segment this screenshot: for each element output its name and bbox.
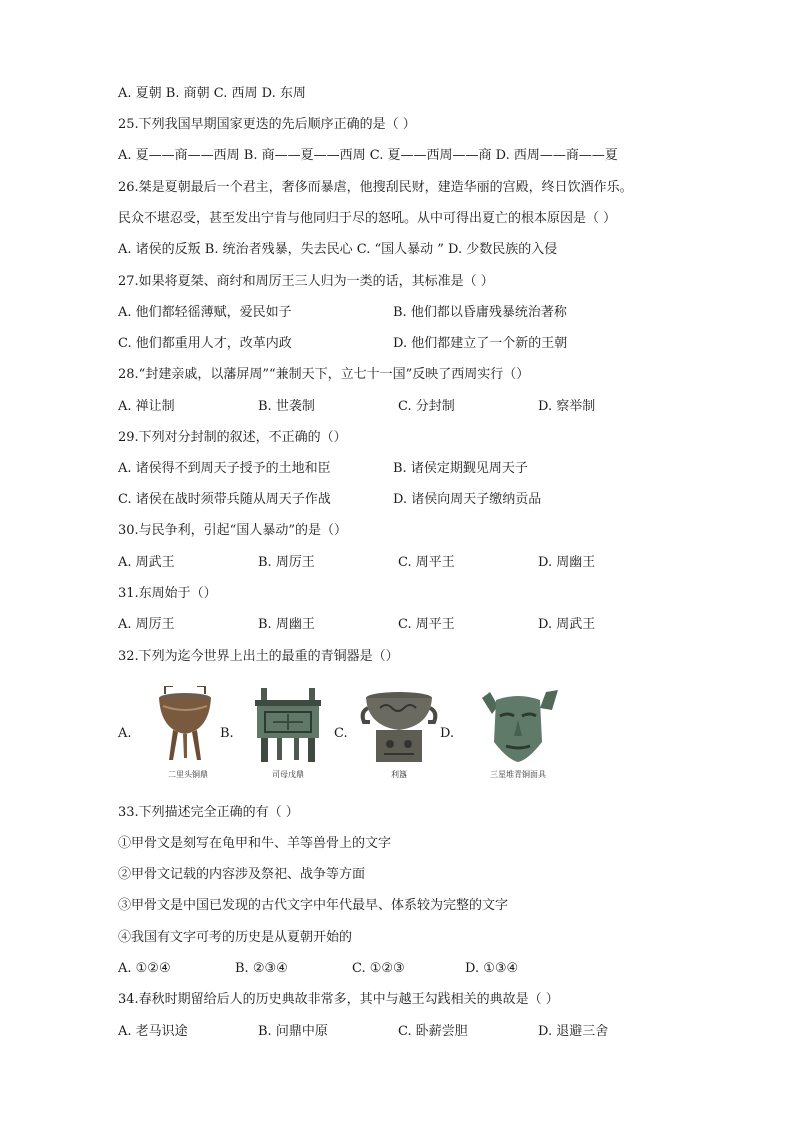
q34-option-b: B. 问鼎中原 xyxy=(258,1024,328,1039)
li-gui-image xyxy=(354,686,444,768)
q33-option-c: C. ①②③ xyxy=(352,961,405,976)
q31-stem: 31.东周始于（） xyxy=(118,586,217,601)
q28-option-a: A. 禅让制 xyxy=(118,399,175,414)
q28-option-d: D. 察举制 xyxy=(538,399,596,414)
q29-stem: 29.下列对分封制的叙述，不正确的（） xyxy=(118,430,347,445)
q33-statement-3: ③甲骨文是中国已发现的古代文字中年代最早、体系较为完整的文字 xyxy=(118,898,509,913)
q32-picture-b xyxy=(243,686,333,778)
q32-letter-a: A. xyxy=(118,726,132,741)
q29-option-b: B. 诸侯定期觐见周天子 xyxy=(393,461,528,476)
q32-letter-c: C. xyxy=(334,726,348,741)
q28-options xyxy=(118,398,678,416)
q34-options xyxy=(118,1023,678,1041)
q30-option-c: C. 周平王 xyxy=(398,555,455,570)
sanxingdui-mask-image xyxy=(468,686,568,768)
q29-option-a: A. 诸侯得不到周天子授予的土地和臣 xyxy=(118,461,331,476)
q26-stem-line1: 26.桀是夏朝最后一个君主，奢侈而暴虐，他搜刮民财，建造华丽的宫殿，终日饮酒作乐。 xyxy=(118,180,633,195)
q29-option-c: C. 诸侯在战时须带兵随从周天子作战 xyxy=(118,492,331,507)
q32-letter-b: B. xyxy=(220,726,234,741)
q32-picture-c xyxy=(354,686,444,778)
q31-option-a: A. 周厉王 xyxy=(118,617,175,632)
q25-options: A. 夏——商——西周 B. 商——夏——西周 C. 夏——西周——商 D. 西周——商——夏 xyxy=(118,148,618,163)
q32-caption-b: 司母戊鼎 xyxy=(272,770,304,779)
q31-option-d: D. 周武王 xyxy=(538,617,596,632)
q32-caption-c: 利簋 xyxy=(391,770,407,779)
q33-statement-4: ④我国有文字可考的历史是从夏朝开始的 xyxy=(118,930,353,945)
q32-stem: 32.下列为迄今世界上出土的最重的青铜器是（） xyxy=(118,649,399,664)
q34-stem: 34.春秋时期留给后人的历史典故非常多，其中与越王勾践相关的典故是（ ） xyxy=(118,992,559,1007)
q27-options-row1 xyxy=(118,304,678,322)
q33-option-b: B. ②③④ xyxy=(235,961,288,976)
q30-stem: 30.与民争利，引起“国人暴动”的是（） xyxy=(118,523,347,538)
q26-stem-line2: 民众不堪忍受，甚至发出宁肯与他同归于尽的怒吼。从中可得出夏亡的根本原因是（ ） xyxy=(118,211,617,226)
q34-option-a: A. 老马识途 xyxy=(118,1024,188,1039)
q25-stem: 25.下列我国早期国家更迭的先后顺序正确的是（ ） xyxy=(118,117,416,132)
q33-stem: 33.下列描述完全正确的有（ ） xyxy=(118,805,299,820)
q28-stem: 28.“封建亲戚，以藩屏周”“兼制天下，立七十一国”反映了西周实行（） xyxy=(118,367,530,382)
q27-options-row2 xyxy=(118,335,678,353)
q32-picture-options xyxy=(118,686,568,782)
q32-caption-a: 二里头铜鼎 xyxy=(168,770,208,779)
q24-options: A. 夏朝 B. 商朝 C. 西周 D. 东周 xyxy=(118,86,306,101)
simuwu-ding-image xyxy=(243,686,333,768)
q31-option-b: B. 周幽王 xyxy=(258,617,315,632)
q28-option-b: B. 世袭制 xyxy=(258,399,315,414)
q31-options xyxy=(118,616,678,634)
q27-option-d: D. 他们都建立了一个新的王朝 xyxy=(393,336,568,351)
q30-option-a: A. 周武王 xyxy=(118,555,175,570)
q33-statement-2: ②甲骨文记载的内容涉及祭祀、战争等方面 xyxy=(118,867,366,882)
q27-option-a: A. 他们都轻徭薄赋，爱民如子 xyxy=(118,305,292,320)
q30-option-b: B. 周厉王 xyxy=(258,555,315,570)
q29-option-d: D. 诸侯向周天子缴纳贡品 xyxy=(393,492,542,507)
q33-option-a: A. ①②④ xyxy=(118,961,171,976)
q32-picture-d xyxy=(468,686,568,778)
q32-letter-d: D. xyxy=(440,726,455,741)
q31-option-c: C. 周平王 xyxy=(398,617,455,632)
q33-options xyxy=(118,960,638,978)
q28-option-c: C. 分封制 xyxy=(398,399,455,414)
q29-options-row1 xyxy=(118,460,678,478)
q27-option-c: C. 他们都重用人才，改革内政 xyxy=(118,336,292,351)
q26-options: A. 诸侯的反叛 B. 统治者残暴，失去民心 C. “国人暴动 ” D. 少数民族的入侵 xyxy=(118,242,558,257)
q32-caption-d: 三星堆青铜面具 xyxy=(490,770,546,779)
q30-options xyxy=(118,554,678,572)
q27-stem: 27.如果将夏桀、商纣和周厉王三人归为一类的话，其标准是（ ） xyxy=(118,274,494,289)
q33-statement-1: ①甲骨文是刻写在龟甲和牛、羊等兽骨上的文字 xyxy=(118,836,392,851)
q30-option-d: D. 周幽王 xyxy=(538,555,596,570)
q29-options-row2 xyxy=(118,491,678,509)
q34-option-c: C. 卧薪尝胆 xyxy=(398,1024,468,1039)
q34-option-d: D. 退避三舍 xyxy=(538,1024,609,1039)
q33-option-d: D. ①③④ xyxy=(465,961,519,976)
q27-option-b: B. 他们都以昏庸残暴统治著称 xyxy=(393,305,567,320)
